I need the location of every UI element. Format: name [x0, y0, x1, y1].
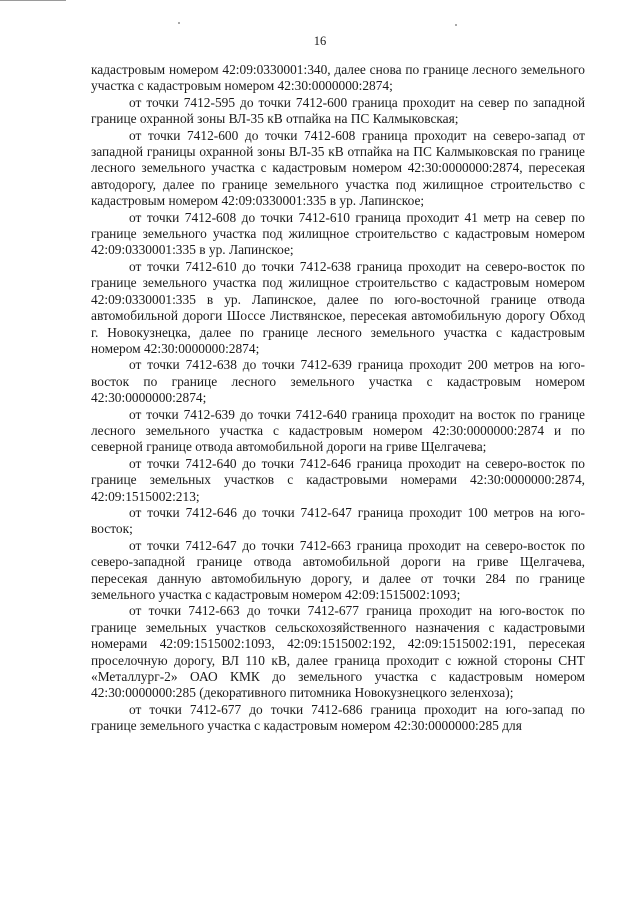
paragraph: от точки 7412-610 до точки 7412-638 граница проходит на северо-восток по границе земельного участка под жилищное строительство с кадастровым номером 42:09:0330001:335 в ур. Лапинское, далее по юго-восточной границе отвода автомобильной дороги Шоссе Листвянское, пересекая автомобильную дорогу Обход г. Новокузнецка, далее по границе лесного земельного участка с кадастровым номером 42:30:0000000:2874; [91, 258, 585, 356]
paragraph: от точки 7412-640 до точки 7412-646 граница проходит на северо-восток по границе земельных участков с кадастровыми номерами 42:30:0000000:2874, 42:09:1515002:213; [91, 455, 585, 504]
paragraph: от точки 7412-677 до точки 7412-686 граница проходит на юго-запад по границе земельного участка с кадастровым номером 42:30:0000000:285 для [91, 701, 585, 734]
paragraph: от точки 7412-663 до точки 7412-677 граница проходит на юго-восток по границе земельных участков сельскохозяйственного назначения с кадастровыми номерами 42:09:1515002:1093, 42:09:1515002:192, 42:09:1515002:191, пересекая проселочную дорогу, ВЛ 110 кВ, далее граница проходит с южной стороны СНТ «Металлург-2» ОАО КМК до земельного участка с кадастровым номером 42:30:0000000:285 (декоративного питомника Новокузнецкого зеленхоза); [91, 603, 585, 701]
paragraph: от точки 7412-639 до точки 7412-640 граница проходит на восток по границе лесного земельного участка с кадастровым номером 42:30:0000000:2874 и по северной границе отвода автомобильной дороги на гриве Щелгачева; [91, 406, 585, 455]
paragraph: от точки 7412-646 до точки 7412-647 граница проходит 100 метров на юго-восток; [91, 504, 585, 537]
scan-speck [178, 22, 180, 24]
paragraph: от точки 7412-600 до точки 7412-608 граница проходит на северо-запад от западной границы охранной зоны ВЛ-35 кВ отпайка на ПС Калмыковская по границе лесного земельного участка с кадастровым номером 42:30:0000000:2874, пересекая автодорогу, далее по границе земельного участка под жилищное строительство с кадастровым номером 42:09:0330001:335 в ур. Лапинское; [91, 127, 585, 209]
paragraph: от точки 7412-608 до точки 7412-610 граница проходит 41 метр на север по границе земельного участка под жилищное строительство с кадастровым номером 42:09:0330001:335 в ур. Лапинское; [91, 209, 585, 258]
document-body [91, 62, 585, 735]
page-number: 16 [313, 34, 327, 48]
scan-speck [455, 24, 457, 26]
paragraph: от точки 7412-638 до точки 7412-639 граница проходит 200 метров на юго-восток по границе лесного земельного участка с кадастровым номером 42:30:0000000:2874; [91, 357, 585, 406]
paragraph: от точки 7412-595 до точки 7412-600 граница проходит на север по западной границе охранной зоны ВЛ-35 кВ отпайка на ПС Калмыковская; [91, 94, 585, 127]
paragraph: от точки 7412-647 до точки 7412-663 граница проходит на северо-восток по северо-западной границе отвода автомобильной дороги на гриве Щелгачева, пересекая данную автомобильную дорогу, и далее от точки 284 по границе земельного участка с кадастровым номером 42:09:1515002:1093; [91, 537, 585, 602]
scan-artifact-line [0, 0, 66, 1]
paragraph: кадастровым номером 42:09:0330001:340, далее снова по границе лесного земельного участка с кадастровым номером 42:30:0000000:2874; [91, 62, 585, 94]
